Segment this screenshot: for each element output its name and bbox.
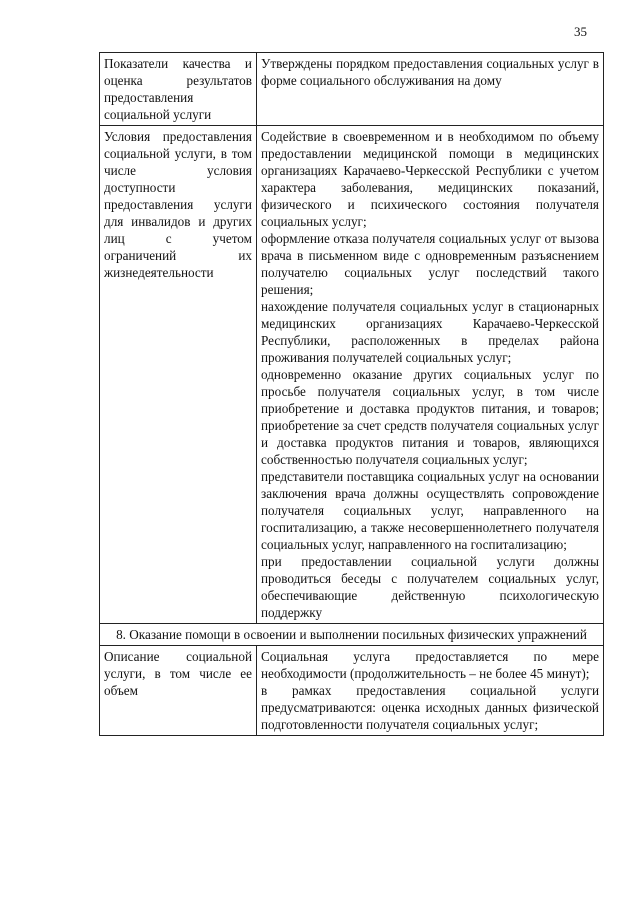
table-row xyxy=(100,53,604,126)
paragraph: при предоставлении социальной услуги должны проводиться беседы с получателем социальных услуг, обеспечивающие действенную психологическую поддержку xyxy=(261,554,599,620)
row-label-quality-indicators: Показатели качества и оценка результатов предоставления социальной услуги xyxy=(100,53,257,126)
table-row xyxy=(100,126,604,624)
paragraph: нахождение получателя социальных услуг в стационарных медицинских организациях Карачаево-Черкесской Республики, расположенных в пределах района проживания получателей социальных услуг; xyxy=(261,299,599,365)
paragraph: в рамках предоставления социальной услуги предусматриваются: оценка исходных данных физической подготовленности получателя социальных услуг; xyxy=(261,683,599,732)
row-value-quality-indicators xyxy=(257,53,604,126)
section-header-row xyxy=(100,624,604,646)
paragraph: Утверждены порядком предоставления социальных услуг в форме социального обслуживания на дому xyxy=(261,56,599,88)
paragraph: представители поставщика социальных услуг на основании заключения врача должны осуществлять сопровождение получателя социальных услуг, направленного на госпитализацию, а также несовершеннолетнего получателя социальных услуг, направленного на госпитализацию; xyxy=(261,469,599,552)
paragraph: оформление отказа получателя социальных услуг от вызова врача в письменном виде с одновременным разъяснением получателю социальных услуг последствий такого решения; xyxy=(261,231,599,297)
row-value-conditions xyxy=(257,126,604,624)
table-row xyxy=(100,646,604,736)
paragraph: одновременно оказание других социальных услуг по просьбе получателя социальных услуг, в том числе приобретение и доставка продуктов питания, и товаров; приобретение за счет средств получателя социальных услуг и доставка продуктов питания и товаров, являющихся собственностью получателя социальных услуг; xyxy=(261,367,599,467)
row-label-conditions: Условия предоставления социальной услуги, в том числе условия доступности предоставления услуги для инвалидов и других лиц с учетом ограничений их жизнедеятельности xyxy=(100,126,257,624)
service-standard-table xyxy=(99,52,604,736)
row-value-description xyxy=(257,646,604,736)
paragraph: Содействие в своевременном и в необходимом по объему предоставлении медицинской помощи в медицинских организациях Карачаево-Черкесской Республики с учетом характера заболевания, медицинских показаний, физического и психического состояния получателя социальных услуг; xyxy=(261,129,599,229)
paragraph: Социальная услуга предоставляется по мере необходимости (продолжительность – не более 45 минут); xyxy=(261,649,599,681)
page-number: 35 xyxy=(574,24,587,39)
section-title: 8. Оказание помощи в освоении и выполнении посильных физических упражнений xyxy=(100,624,604,646)
row-label-description: Описание социальной услуги, в том числе ее объем xyxy=(100,646,257,736)
